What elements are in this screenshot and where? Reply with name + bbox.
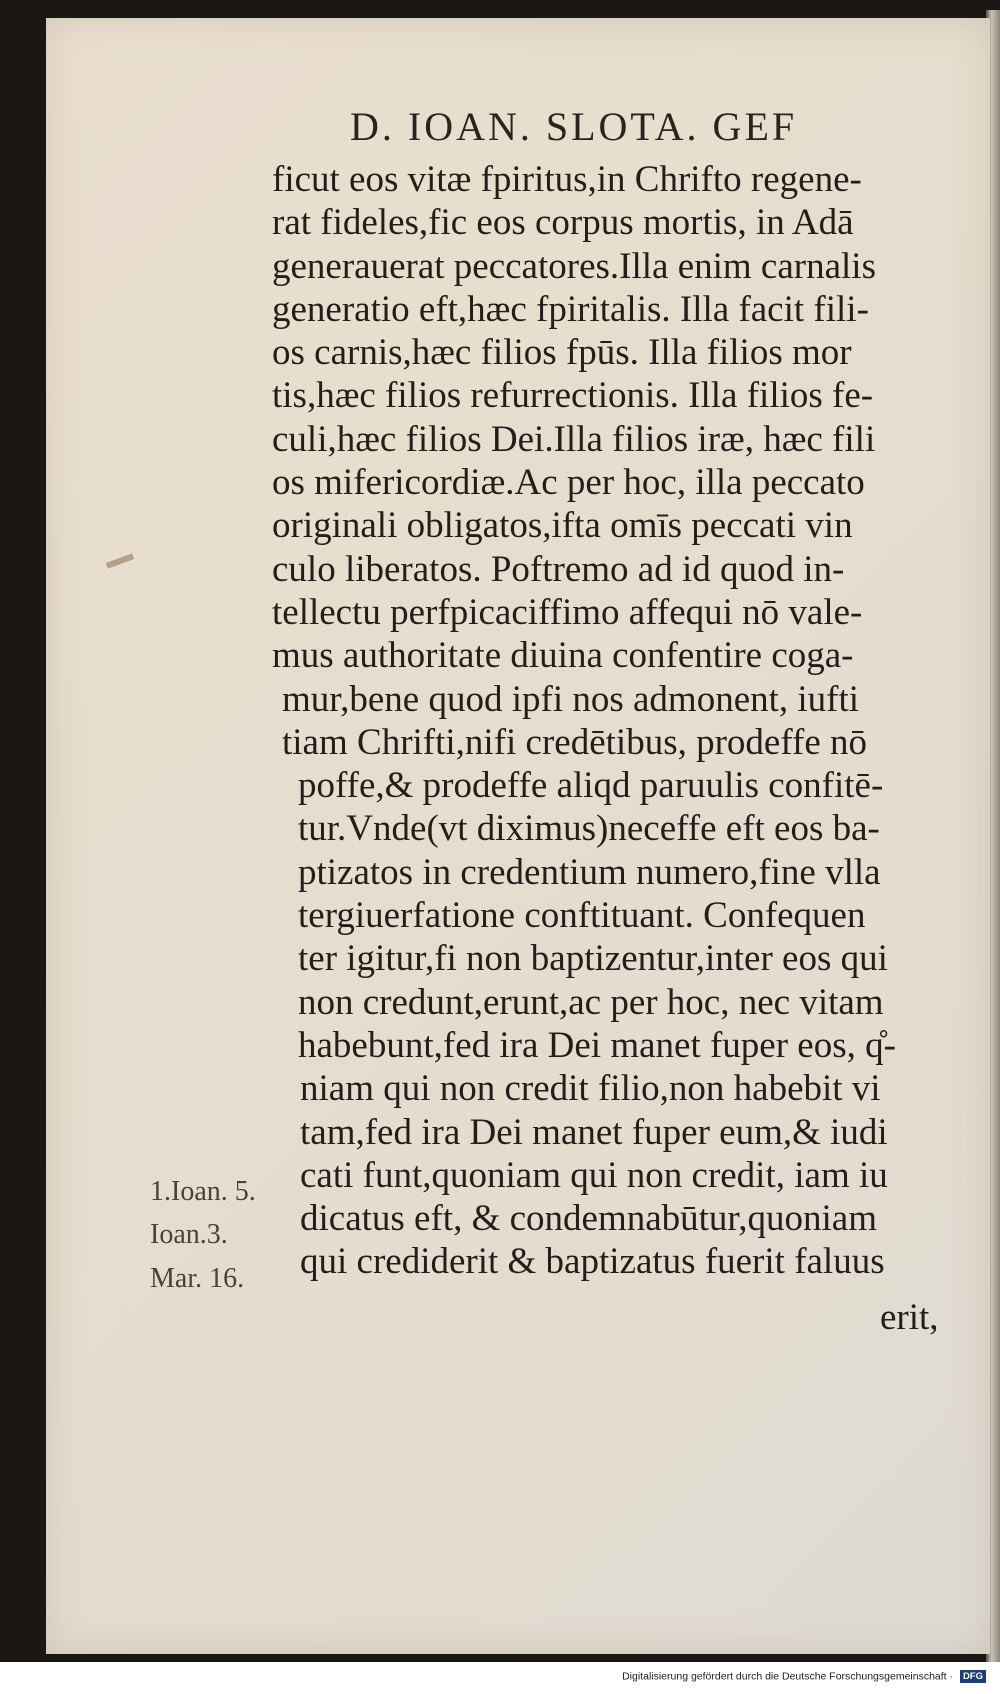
text-line: culi,hæc filios Dei.Illa filios iræ, hæc fili: [272, 418, 876, 460]
text-line: mur,bene quod ipfi nos admonent, iufti: [282, 678, 860, 720]
text-line: rat fideles,fic eos corpus mortis, in Adā: [272, 202, 854, 244]
margin-note: Ioan.3.: [150, 1219, 228, 1251]
text-line: non credunt,erunt,ac per hoc, nec vitam: [298, 981, 884, 1023]
catchword: erit,: [880, 1297, 939, 1338]
text-line: mus authoritate diuina confentire coga-: [272, 635, 854, 677]
text-line: tis,hæc filios refurrectionis. Illa filios fe-: [272, 375, 874, 417]
digitization-credit: [622, 1670, 986, 1683]
text-line: cati funt,quoniam qui non credit, iam iu: [300, 1154, 888, 1196]
text-line: habebunt,fed ira Dei manet fuper eos, q̊-: [298, 1024, 896, 1066]
text-line: generauerat peccatores.Illa enim carnalis: [272, 245, 876, 287]
marginal-references: [150, 1170, 290, 1300]
text-line: generatio eft,hæc fpiritalis. Illa facit fili-: [272, 288, 869, 330]
body-text: [272, 158, 972, 1284]
text-line: qui crediderit & baptizatus fuerit faluus: [300, 1241, 885, 1283]
text-line: ficut eos vitæ fpiritus,in Chrifto regene-: [272, 159, 862, 200]
page-stain: [106, 553, 134, 568]
text-line: tergiuerfatione conftituant. Confequen: [298, 895, 866, 937]
text-line: ter igitur,fi non baptizentur,inter eos qui: [298, 938, 888, 980]
text-line: poffe,& prodeffe aliqd paruulis confitē-: [298, 765, 884, 807]
credit-text: Digitalisierung gefördert durch die Deutsche Forschungsgemeinschaft ·: [622, 1670, 954, 1683]
text-line: os carnis,hæc filios fpūs. Illa filios mor: [272, 332, 852, 374]
running-head: D. IOAN. SLOTA. GEF: [350, 104, 798, 149]
text-line: ptizatos in credentium numero,fine vlla: [298, 851, 881, 893]
text-line: tam,fed ira Dei manet fuper eum,& iudi: [300, 1111, 888, 1153]
text-line: tellectu perfpicaciffimo affequi nō vale-: [272, 591, 863, 633]
text-line: tiam Chrifti,nifi credētibus, prodeffe nō: [282, 721, 867, 763]
margin-note: Mar. 16.: [150, 1262, 245, 1294]
text-line: originali obligatos,ifta omīs peccati vin: [272, 505, 853, 547]
text-line: culo liberatos. Poftremo ad id quod in-: [272, 548, 845, 590]
margin-note: 1.Ioan. 5.: [150, 1176, 256, 1207]
text-line: niam qui non credit filio,non habebit vi: [300, 1068, 881, 1110]
text-line: os mifericordiæ.Ac per hoc, illa peccato: [272, 462, 865, 504]
text-line: dicatus eft, & condemnabūtur,quoniam: [300, 1198, 878, 1240]
text-line: tur.Vnde(vt diximus)neceffe eft eos ba-: [298, 808, 880, 850]
dfg-logo: DFG: [960, 1670, 986, 1683]
